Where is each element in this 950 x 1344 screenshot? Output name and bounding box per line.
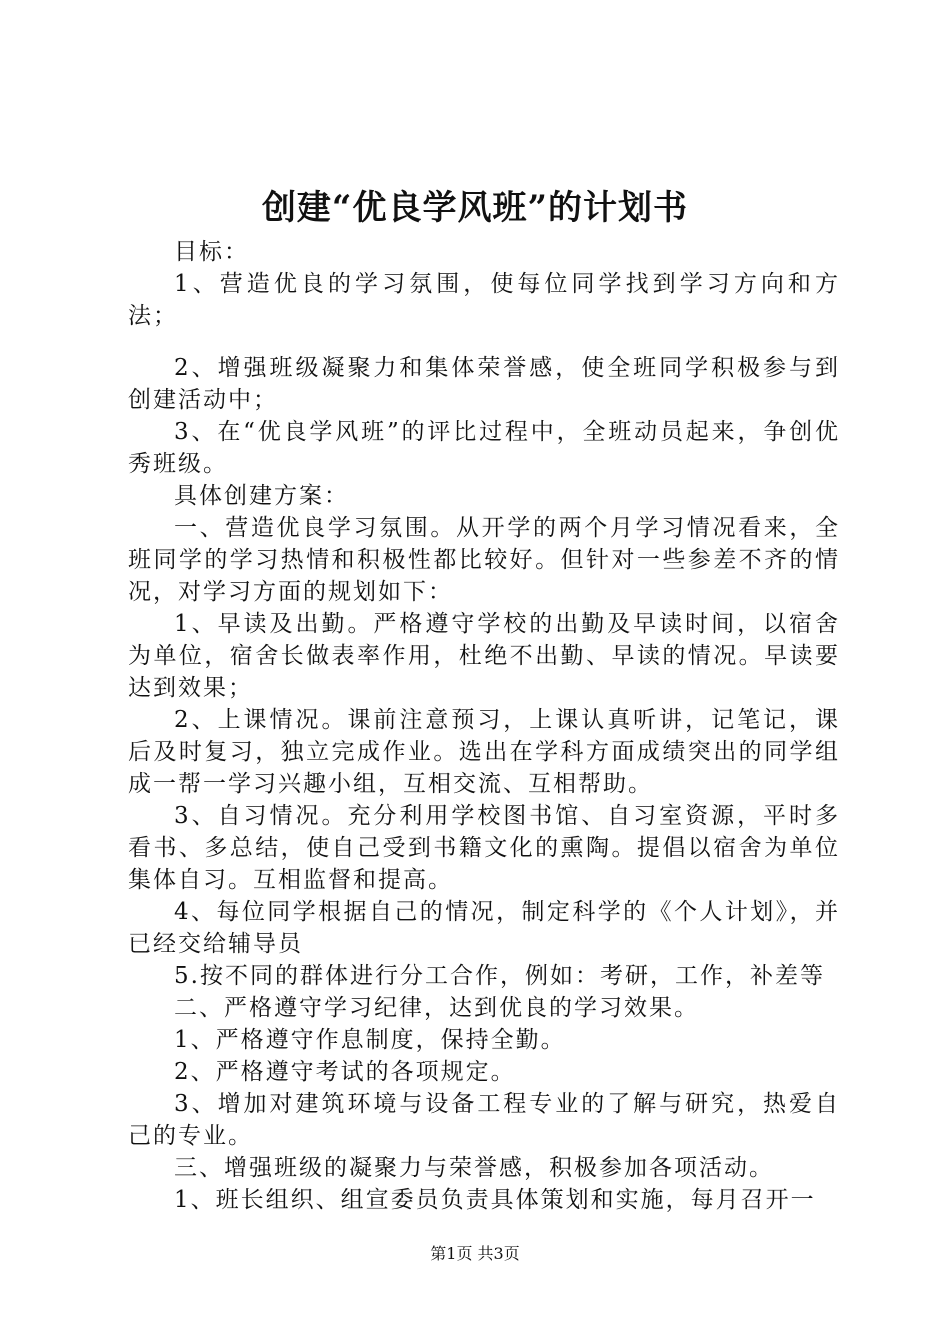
paragraph-section-3: 三、增强班级的凝聚力与荣誉感，积极参加各项活动。 [174,1155,774,1181]
paragraph-section-1: 一、营造优良学习氛围。从开学的两个月学习情况看来，全班同学的学习热情和积极性都比较好。但针对一些参差不齐的情况，对学习方面的规划如下： [128,515,840,605]
paragraph-item-2-2: 2、严格遵守考试的各项规定。 [174,1059,516,1085]
paragraph-item-1-3: 3、自习情况。充分利用学校图书馆、自习室资源，平时多看书、多总结，使自己受到书籍文化的熏陶。提倡以宿舍为单位集体自习。互相监督和提高。 [128,803,840,893]
paragraph-item-2-3: 3、增加对建筑环境与设备工程专业的了解与研究，热爱自己的专业。 [128,1091,840,1149]
paragraph-section-2: 二、严格遵守学习纪律，达到优良的学习效果。 [174,995,699,1021]
document-title: 创建“优良学风班”的计划书 [261,188,689,228]
page-number-footer: 第1页 共3页 [430,1244,520,1263]
paragraph-goal-heading: 目标： [174,239,249,265]
paragraph-goal-1: 1、营造优良的学习氛围，使每位同学找到学习方向和方法； [128,271,840,329]
paragraph-item-1-4: 4、每位同学根据自己的情况，制定科学的《个人计划》，并已经交给辅导员 [128,899,840,957]
paragraph-item-1-5: 5.按不同的群体进行分工合作，例如：考研，工作，补差等 [174,963,825,989]
paragraph-item-1-1: 1、早读及出勤。严格遵守学校的出勤及早读时间，以宿舍为单位，宿舍长做表率作用，杜绝不出勤、早读的情况。早读要达到效果； [128,611,840,701]
paragraph-goal-2: 2、增强班级凝聚力和集体荣誉感，使全班同学积极参与到创建活动中； [128,355,840,413]
paragraph-item-2-1: 1、严格遵守作息制度，保持全勤。 [174,1027,566,1053]
paragraph-plan-heading: 具体创建方案： [174,483,349,509]
paragraph-goal-3: 3、在“优良学风班”的评比过程中，全班动员起来，争创优秀班级。 [128,419,840,477]
paragraph-item-1-2: 2、上课情况。课前注意预习，上课认真听讲，记笔记，课后及时复习，独立完成作业。选出在学科方面成绩突出的同学组成一帮一学习兴趣小组，互相交流、互相帮助。 [128,707,840,797]
document-body [128,236,840,1216]
paragraph-item-3-1: 1、班长组织、组宣委员负责具体策划和实施，每月召开一 [174,1187,816,1213]
